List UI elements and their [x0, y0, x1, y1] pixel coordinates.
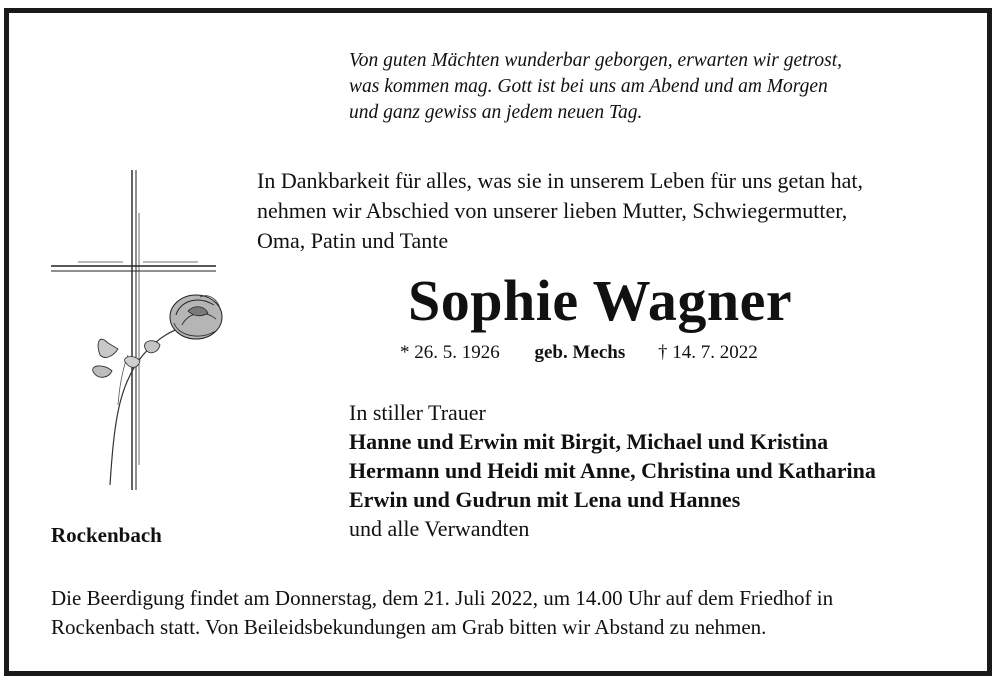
intro-line: Oma, Patin und Tante — [257, 228, 449, 253]
funeral-info — [51, 584, 833, 642]
mourners-heading: In stiller Trauer — [349, 400, 486, 425]
mourner-family: Hermann und Heidi mit Anne, Christina und Katharina — [349, 458, 876, 483]
mourner-family: Erwin und Gudrun mit Lena und Hannes — [349, 487, 741, 512]
life-dates — [400, 340, 758, 366]
intro-line: nehmen wir Abschied von unserer lieben Mutter, Schwiegermutter, — [257, 198, 848, 223]
motto-line: Von guten Mächten wunderbar geborgen, erwarten wir getrost, — [349, 50, 843, 71]
funeral-line: Die Beerdigung findet am Donnerstag, dem 21. Juli 2022, um 14.00 Uhr auf dem Friedhof in — [51, 586, 834, 610]
intro-text — [257, 166, 863, 256]
mourners-block — [349, 398, 876, 543]
motto-line: und ganz gewiss an jedem neuen Tag. — [349, 102, 643, 123]
mourner-family: Hanne und Erwin mit Birgit, Michael und Kristina — [349, 429, 829, 454]
birth-date: * 26. 5. 1926 — [400, 342, 500, 363]
intro-line: In Dankbarkeit für alles, was sie in unserem Leben für uns getan hat, — [257, 168, 864, 193]
mourners-others: und alle Verwandten — [349, 516, 530, 541]
deceased-name: Sophie Wagner — [408, 268, 793, 333]
death-date: † 14. 7. 2022 — [658, 342, 758, 363]
motto-quote — [349, 48, 842, 126]
maiden-name: geb. Mechs — [534, 342, 626, 363]
funeral-line: Rockenbach statt. Von Beileidsbekundungen am Grab bitten wir Abstand zu nehmen. — [51, 615, 767, 639]
cross-with-rose-icon — [48, 165, 228, 495]
place-name: Rockenbach — [51, 523, 162, 547]
motto-line: was kommen mag. Gott ist bei uns am Abend und am Morgen — [349, 76, 828, 97]
